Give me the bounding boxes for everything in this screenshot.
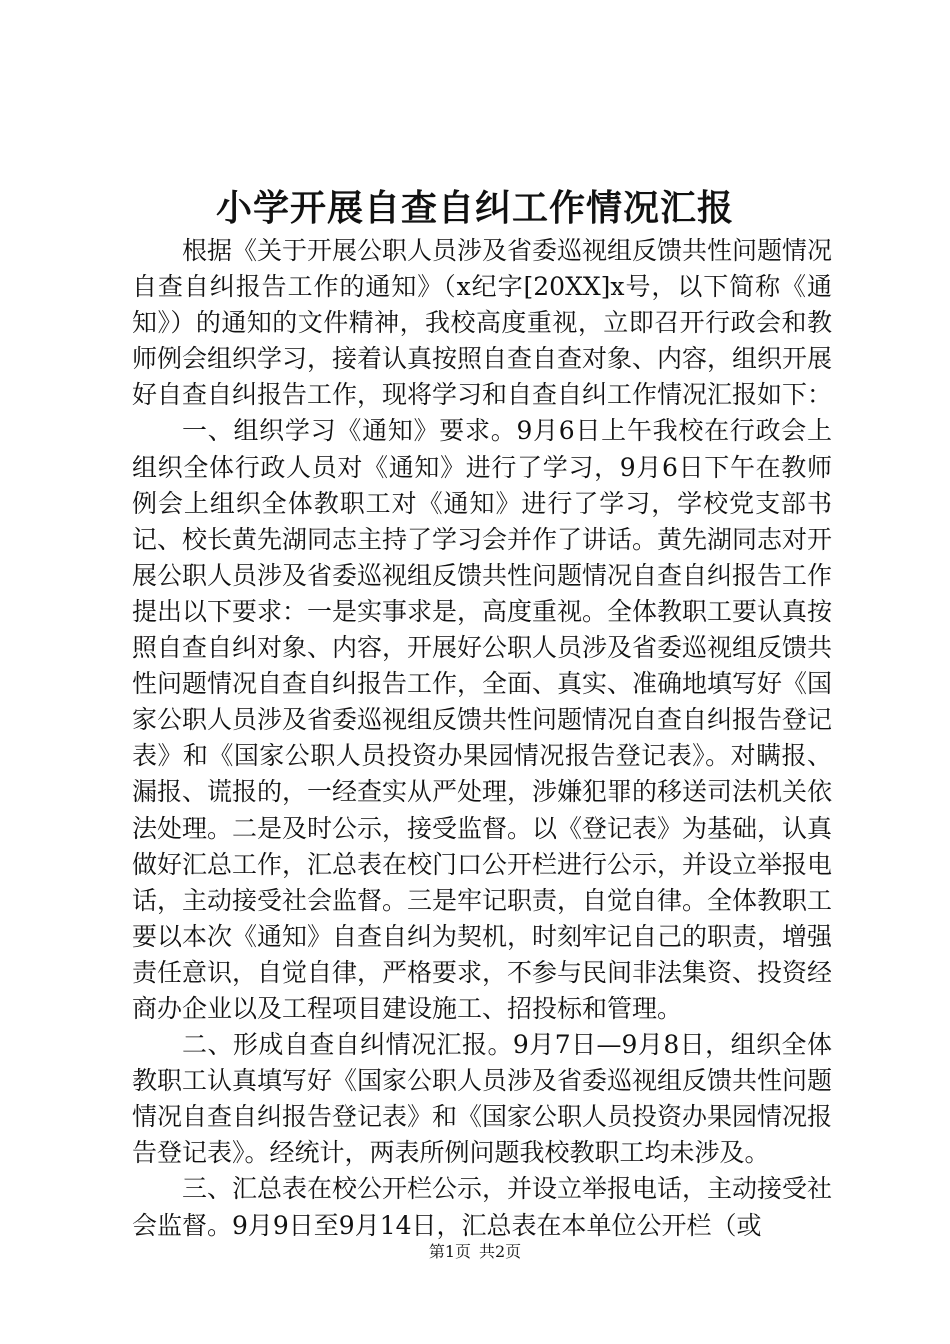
document-body bbox=[132, 233, 832, 1244]
page-total: 共2页 bbox=[479, 1242, 522, 1261]
paragraph-intro: 根据《关于开展公职人员涉及省委巡视组反馈共性问题情况自查自纠报告工作的通知》（x纪字[20XX]x号，以下简称《通知》）的通知的文件精神，我校高度重视，立即召开行政会和教师例会组织学习，接着认真按照自查自查对象、内容，组织开展好自查自纠报告工作，现将学习和自查自纠工作情况汇报如下： bbox=[132, 236, 833, 410]
paragraph-section-1: 一、组织学习《通知》要求。9月6日上午我校在行政会上组织全体行政人员对《通知》进行了学习，9月6日下午在教师例会上组织全体教职工对《通知》进行了学习，学校党支部书记、校长黄先湖同志主持了学习会并作了讲话。黄先湖同志对开展公职人员涉及省委巡视组反馈共性问题情况自查自纠报告工作提出以下要求：一是实事求是，高度重视。全体教职工要认真按照自查自纠对象、内容，开展好公职人员涉及省委巡视组反馈共性问题情况自查自纠报告工作，全面、真实、准确地填写好《国家公职人员涉及省委巡视组反馈共性问题情况自查自纠报告登记表》和《国家公职人员投资办果园情况报告登记表》。对瞒报、漏报、谎报的，一经查实从严处理，涉嫌犯罪的移送司法机关依法处理。二是及时公示，接受监督。以《登记表》为基础，认真做好汇总工作，汇总表在校门口公开栏进行公示，并设立举报电话，主动接受社会监督。三是牢记职责，自觉自律。全体教职工要以本次《通知》自查自纠为契机，时刻牢记自己的职责，增强责任意识，自觉自律，严格要求，不参与民间非法集资、投资经商办企业以及工程项目建设施工、招投标和管理。 bbox=[132, 416, 833, 1023]
paragraph-section-3: 三、汇总表在校公开栏公示，并设立举报电话，主动接受社会监督。9月9日至9月14日，汇总表在本单位公开栏（或 bbox=[132, 1174, 833, 1240]
page-footer bbox=[0, 1241, 950, 1263]
document-title: 小学开展自查自纠工作情况汇报 bbox=[215, 187, 734, 229]
paragraph-section-2: 二、形成自查自纠情况汇报。9月7日—9月8日，组织全体教职工认真填写好《国家公职人员涉及省委巡视组反馈共性问题情况自查自纠报告登记表》和《国家公职人员投资办果园情况报告登记表》。经统计，两表所例问题我校教职工均未涉及。 bbox=[132, 1030, 833, 1168]
page-number: 第1页 bbox=[428, 1242, 471, 1261]
